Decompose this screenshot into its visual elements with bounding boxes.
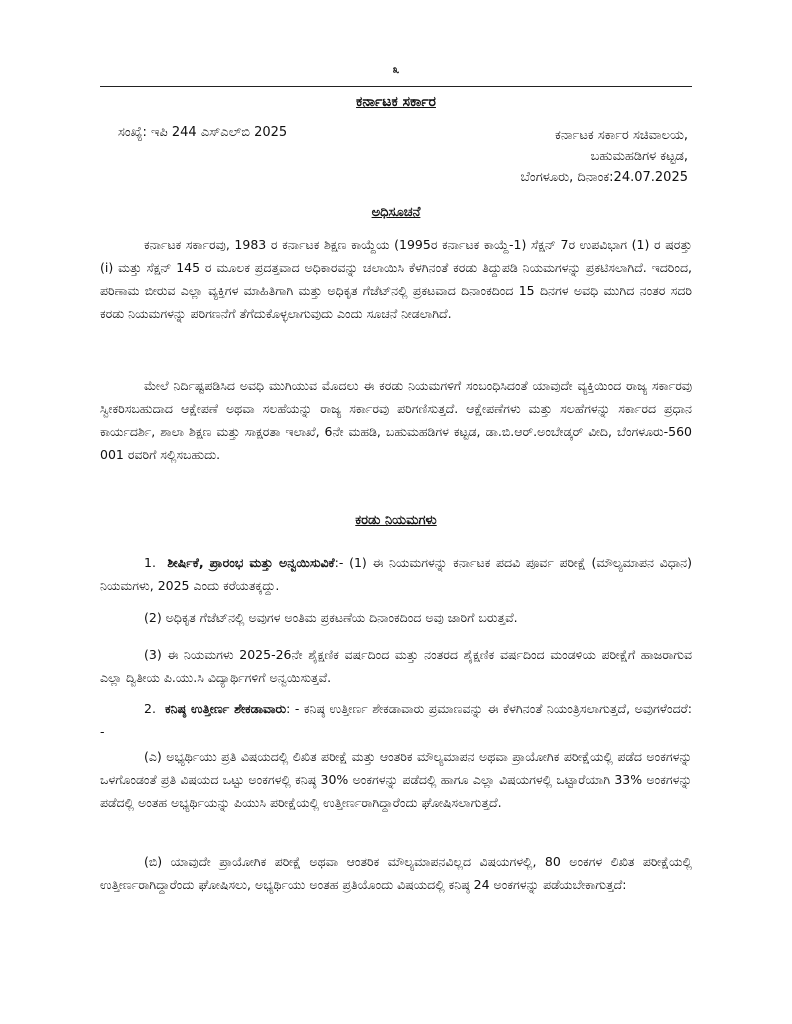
notification-heading: ಅಧಿಸೂಚನೆ <box>371 205 421 220</box>
paragraph-text: ಮೇಲೆ ನಿರ್ದಿಷ್ಟಪಡಿಸಿದ ಅವಧಿ ಮುಗಿಯುವ ಮೊದಲು ಈ ಕರಡು ನಿಯಮಗಳಿಗೆ ಸಂಬಂಧಿಸಿದಂತೆ ಯಾವುದೇ ವ್ಯಕ್ತಿಯಿಂದ ರಾಜ್ಯ ಸರ್ಕಾರವು ಸ್ವೀಕರಿಸಬಹುದಾದ ಆಕ್ಷೇಪಣೆ ಅಥವಾ ಸಲಹೆಯನ್ನು ರಾಜ್ಯ ಸರ್ಕಾರವು ಪರಿಗಣಿಸುತ್ತದೆ. ಆಕ್ಷೇಪಣೆಗಳು ಮತ್ತು ಸಲಹೆಗಳನ್ನು ಸರ್ಕಾರದ ಪ್ರಧಾನ ಕಾರ್ಯದರ್ಶಿ, ಶಾಲಾ ಶಿಕ್ಷಣ ಮತ್ತು ಸಾಕ್ಷರತಾ ಇಲಾಖೆ, 6ನೇ ಮಹಡಿ, ಬಹುಮಹಡಿಗಳ ಕಟ್ಟಡ, ಡಾ.ಬಿ.ಆರ್.ಅಂಬೇಡ್ಕರ್ ವೀದಿ, ಬೆಂಗಳೂರು-560 001 ರವರಿಗೆ ಸಲ್ಲಿಸಬಹುದು. <box>100 378 692 462</box>
rule-title: ಶೀರ್ಷಿಕೆ, ಪ್ರಾರಂಭ ಮತ್ತು ಅನ್ವಯಿಸುವಿಕೆ <box>167 555 335 570</box>
notification-paragraph <box>100 233 692 325</box>
rule-1-sub-2 <box>100 606 692 629</box>
rule-1-sub-3 <box>100 643 692 689</box>
rule-2-clause-a <box>100 745 692 814</box>
page-number: ೩ <box>392 62 400 76</box>
paragraph-text: ಕರ್ನಾಟಕ ಸರ್ಕಾರವು, 1983 ರ ಕರ್ನಾಟಕ ಶಿಕ್ಷಣ ಕಾಯ್ದೆಯ (1995ರ ಕರ್ನಾಟಕ ಕಾಯ್ದೆ-1) ಸೆಕ್ಷನ್ 7ರ ಉಪವಿಭಾಗ (1) ರ ಷರತ್ತು (i) ಮತ್ತು ಸೆಕ್ಷನ್ 145 ರ ಮೂಲಕ ಪ್ರದತ್ತವಾದ ಅಧಿಕಾರವನ್ನು ಚಲಾಯಿಸಿ ಕೆಳಗಿನಂತೆ ಕರಡು ತಿದ್ದುಪಡಿ ನಿಯಮಗಳನ್ನು ಪ್ರಕಟಿಸಲಾಗಿದೆ. ಇದರಿಂದ, ಪರಿಣಾಮ ಬೀರುವ ಎಲ್ಲಾ ವ್ಯಕ್ತಿಗಳ ಮಾಹಿತಿಗಾಗಿ ಮತ್ತು ಅಧಿಕೃತ ಗೆಜೆಟ್‌ನಲ್ಲಿ ಪ್ರಕಟವಾದ ದಿನಾಂಕದಿಂದ 15 ದಿನಗಳ ಅವಧಿ ಮುಗಿದ ನಂತರ ಸದರಿ ಕರಡು ನಿಯಮಗಳನ್ನು ಪರಿಗಣನೆಗೆ ತೆಗೆದುಕೊಳ್ಳಲಾಗುವುದು ಎಂದು ಸೂಚನೆ ನೀಡಲಾಗಿದೆ. <box>100 237 692 321</box>
header-rule <box>100 86 692 87</box>
rule-2-clause-b <box>100 850 692 896</box>
objection-paragraph <box>100 374 692 466</box>
clause-text: (2) ಅಧಿಕೃತ ಗೆಜೆಟ್‌ನಲ್ಲಿ ಅವುಗಳ ಅಂತಿಮ ಪ್ರಕಟಣೆಯ ದಿನಾಂಕದಿಂದ ಅವು ಜಾರಿಗೆ ಬರುತ್ತವೆ. <box>144 610 518 625</box>
rule-number: 1. <box>144 555 156 570</box>
draft-rules-heading: ಕರಡು ನಿಯಮಗಳು <box>355 513 437 528</box>
rule-text: :- (1) ಈ ನಿಯಮಗಳನ್ನು ಕರ್ನಾಟಕ ಪದವಿ ಪೂರ್ವ ಪರೀಕ್ಷೆ (ಮೌಲ್ಯಮಾಪನ ವಿಧಾನ) ನಿಯಮಗಳು, 2025 ಎಂದು ಕರೆಯತಕ್ಕದ್ದು. <box>100 555 693 593</box>
government-title: ಕರ್ನಾಟಕ ಸರ್ಕಾರ <box>356 94 436 110</box>
rule-number: 2. <box>144 701 156 716</box>
clause-text: (ಎ) ಅಭ್ಯರ್ಥಿಯು ಪ್ರತಿ ವಿಷಯದಲ್ಲಿ ಲಿಖಿತ ಪರೀಕ್ಷೆ ಮತ್ತು ಆಂತರಿಕ ಮೌಲ್ಯಮಾಪನ ಅಥವಾ ಪ್ರಾಯೋಗಿಕ ಪರೀಕ್ಷೆಯಲ್ಲಿ ಪಡೆದ ಅಂಕಗಳನ್ನು ಒಳಗೊಂಡಂತೆ ಪ್ರತಿ ವಿಷಯದ ಒಟ್ಟು ಅಂಕಗಳಲ್ಲಿ ಕನಿಷ್ಠ 30% ಅಂಕಗಳನ್ನು ಪಡೆದಲ್ಲಿ ಹಾಗೂ ಎಲ್ಲಾ ವಿಷಯಗಳಲ್ಲಿ ಒಟ್ಟಾರೆಯಾಗಿ 33% ಅಂಕಗಳನ್ನು ಪಡೆದಲ್ಲಿ ಅಂತಹ ಅಭ್ಯರ್ಥಿಯನ್ನು ಪಿಯುಸಿ ಪರೀಕ್ಷೆಯಲ್ಲಿ ಉತ್ತೀರ್ಣರಾಗಿದ್ದಾರೆಂದು ಘೋಷಿಸಲಾಗುತ್ತದೆ. <box>100 749 692 810</box>
reference-number: ಸಂಖ್ಯೆ: ಇಪಿ 244 ಎಸ್‌ಎಲ್‌ಬಿ 2025 <box>118 125 288 140</box>
clause-text: (3) ಈ ನಿಯಮಗಳು 2025-26ನೇ ಶೈಕ್ಷಣಿಕ ವರ್ಷದಿಂದ ಮತ್ತು ನಂತರದ ಶೈಕ್ಷಣಿಕ ವರ್ಷದಿಂದ ಮಂಡಳಿಯ ಪರೀಕ್ಷೆಗೆ ಹಾಜರಾಗುವ ಎಲ್ಲಾ ದ್ವಿತೀಯ ಪಿ.ಯು.ಸಿ ವಿದ್ಯಾರ್ಥಿಗಳಿಗೆ ಅನ್ವಯಿಸುತ್ತವೆ. <box>100 647 692 685</box>
address-date-line: ಬೆಂಗಳೂರು, ದಿನಾಂಕ:24.07.2025 <box>520 170 688 185</box>
rule-2 <box>100 697 692 743</box>
rule-1 <box>100 551 692 597</box>
rule-text: : - ಕನಿಷ್ಠ ಉತ್ತೀರ್ಣ ಶೇಕಡಾವಾರು ಪ್ರಮಾಣವನ್ನು ಈ ಕೆಳಗಿನಂತೆ ನಿಯಂತ್ರಿಸಲಾಗುತ್ತದೆ, ಅವುಗಳೆಂದರೆ: - <box>100 701 692 739</box>
rule-title: ಕನಿಷ್ಠ ಉತ್ತೀರ್ಣ ಶೇಕಡಾವಾರು <box>165 701 287 716</box>
address-line: ಕರ್ನಾಟಕ ಸರ್ಕಾರ ಸಚಿವಾಲಯ, <box>554 128 688 143</box>
clause-text: (ಬಿ) ಯಾವುದೇ ಪ್ರಾಯೋಗಿಕ ಪರೀಕ್ಷೆ ಅಥವಾ ಆಂತರಿಕ ಮೌಲ್ಯಮಾಪನವಿಲ್ಲದ ವಿಷಯಗಳಲ್ಲಿ, 80 ಅಂಕಗಳ ಲಿಖಿತ ಪರೀಕ್ಷೆಯಲ್ಲಿ ಉತ್ತೀರ್ಣರಾಗಿದ್ದಾರೆಂದು ಘೋಷಿಸಲು, ಅಭ್ಯರ್ಥಿಯು ಅಂತಹ ಪ್ರತಿಯೊಂದು ವಿಷಯದಲ್ಲಿ ಕನಿಷ್ಠ 24 ಅಂಕಗಳನ್ನು ಪಡೆಯಬೇಕಾಗುತ್ತದೆ: <box>100 854 692 892</box>
office-address <box>521 125 688 188</box>
address-line: ಬಹುಮಹಡಿಗಳ ಕಟ್ಟಡ, <box>590 149 688 164</box>
